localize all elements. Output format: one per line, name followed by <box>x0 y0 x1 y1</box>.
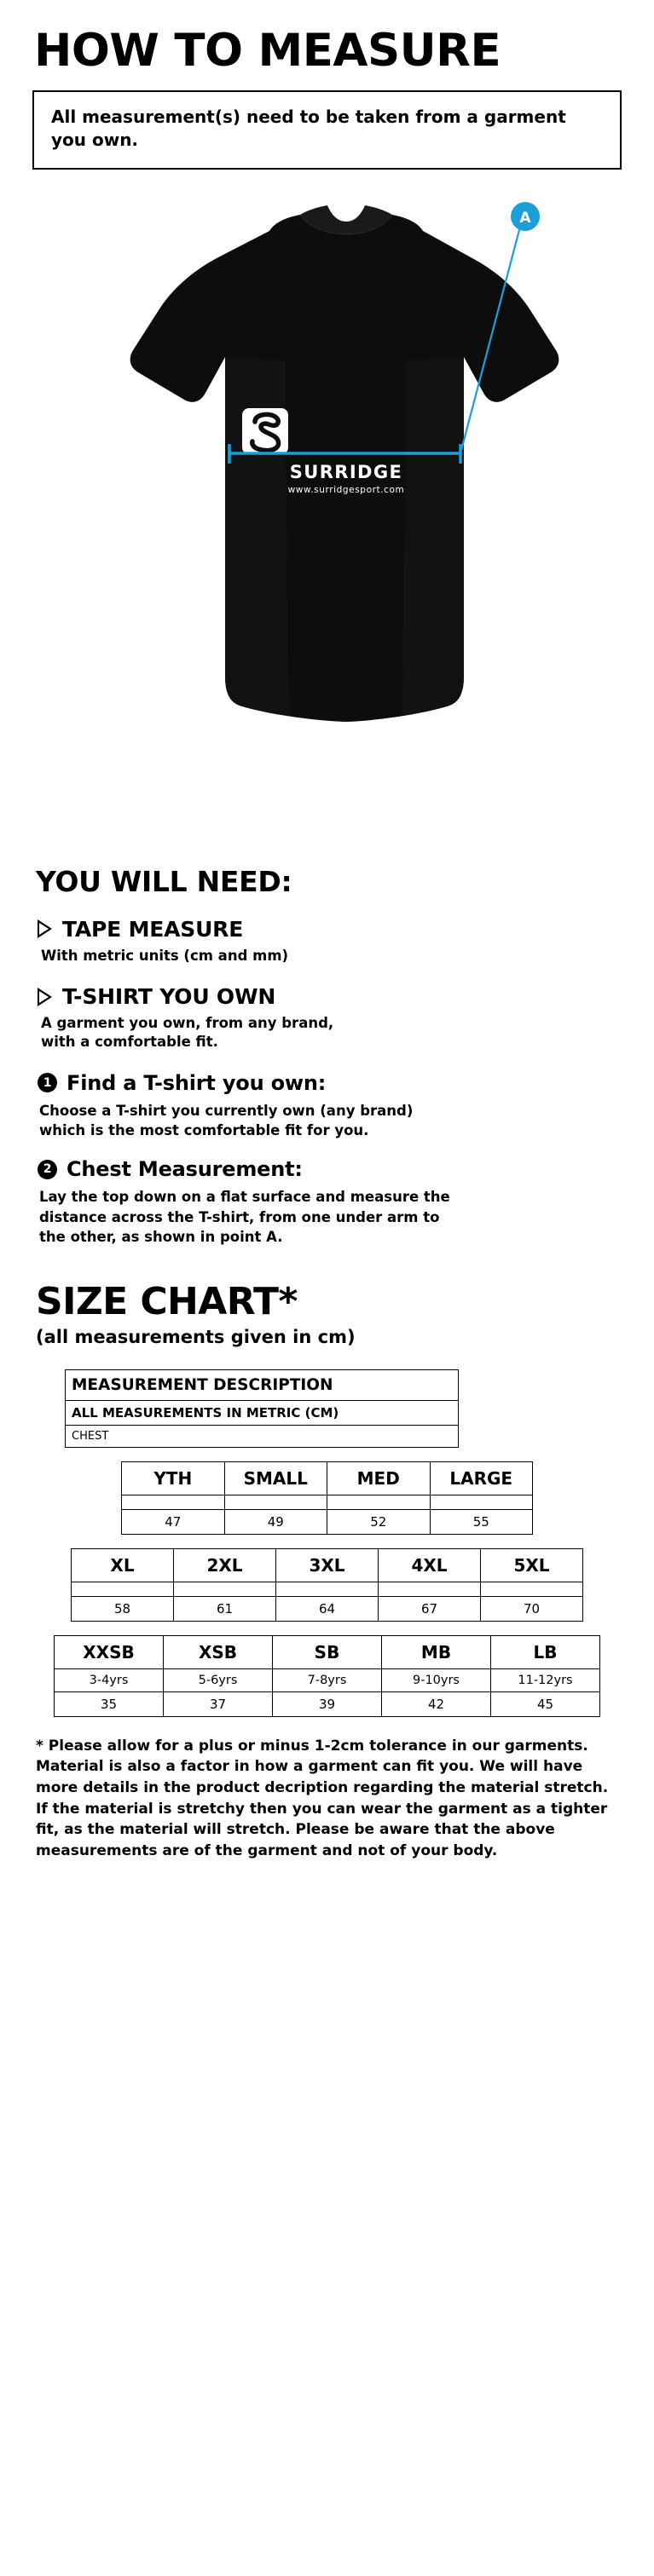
need-item-title: T-SHIRT YOU OWN <box>62 984 276 1010</box>
size-header-cell: YTH <box>122 1461 225 1495</box>
step-number-badge: 1 <box>38 1073 57 1092</box>
tshirt-shading-right <box>402 357 464 716</box>
table-row <box>55 1691 600 1716</box>
table-row <box>122 1461 533 1495</box>
chest-value-cell: 35 <box>55 1691 164 1716</box>
chest-value-cell: 70 <box>481 1596 583 1621</box>
need-item-sub: A garment you own, from any brand, with a comfortable fit. <box>41 1015 334 1051</box>
chest-value-cell: 58 <box>72 1596 174 1621</box>
size-header-cell: XSB <box>164 1635 273 1668</box>
size-header-cell: MED <box>327 1461 431 1495</box>
size-chart-heading: SIZE CHART* <box>36 1279 298 1323</box>
callout-a-badge <box>511 202 540 231</box>
size-table-adult-1 <box>121 1461 533 1535</box>
step-chest-measurement <box>38 1157 622 1247</box>
size-header-cell: MB <box>382 1635 491 1668</box>
size-header-cell: XL <box>72 1548 174 1582</box>
need-item-title: TAPE MEASURE <box>62 916 244 942</box>
size-header-cell: LARGE <box>430 1461 533 1495</box>
size-header-cell: XXSB <box>55 1635 164 1668</box>
size-header-cell: 5XL <box>481 1548 583 1582</box>
need-item-tape-measure <box>38 917 622 965</box>
step-find-tshirt <box>38 1071 622 1141</box>
size-header-cell: 3XL <box>276 1548 379 1582</box>
chest-value-cell: 64 <box>276 1596 379 1621</box>
chest-value-cell: 42 <box>382 1691 491 1716</box>
size-header-cell: 2XL <box>174 1548 276 1582</box>
svg-text:A: A <box>518 209 531 227</box>
need-item-tshirt-you-own <box>38 984 622 1052</box>
chest-value-cell: 37 <box>164 1691 273 1716</box>
triangle-bullet-icon <box>38 988 52 1006</box>
measurement-notice-box <box>32 90 622 170</box>
table-row <box>66 1425 459 1447</box>
table-row <box>122 1495 533 1509</box>
measurement-notice-text: All measurement(s) need to be taken from a garment you own. <box>51 106 566 151</box>
chest-value-cell: 45 <box>491 1691 600 1716</box>
you-will-need-heading: YOU WILL NEED: <box>36 864 292 898</box>
tshirt-diagram <box>72 199 583 829</box>
measurement-description-table <box>65 1369 459 1448</box>
table-row <box>66 1369 459 1400</box>
age-range-cell: 7-8yrs <box>273 1668 382 1691</box>
measurement-description-title: MEASUREMENT DESCRIPTION <box>66 1369 459 1400</box>
chest-value-cell: 67 <box>379 1596 481 1621</box>
table-row <box>72 1548 583 1582</box>
step-title: Chest Measurement: <box>67 1157 303 1182</box>
page-title: HOW TO MEASURE <box>34 25 501 77</box>
chest-value-cell: 49 <box>224 1509 327 1534</box>
size-chart-subheading: (all measurements given in cm) <box>36 1326 356 1347</box>
triangle-bullet-icon <box>38 919 52 938</box>
table-row <box>66 1400 459 1425</box>
surridge-s-logo <box>242 408 288 454</box>
chest-value-cell: 61 <box>174 1596 276 1621</box>
measurement-units-note: ALL MEASUREMENTS IN METRIC (CM) <box>66 1400 459 1425</box>
age-range-cell: 3-4yrs <box>55 1668 164 1691</box>
step-title: Find a T-shirt you own: <box>67 1070 327 1095</box>
chest-value-cell: 52 <box>327 1509 431 1534</box>
measurement-type-chest: CHEST <box>66 1425 459 1447</box>
table-row <box>72 1596 583 1621</box>
table-row <box>72 1582 583 1596</box>
size-header-cell: LB <box>491 1635 600 1668</box>
age-range-cell: 9-10yrs <box>382 1668 491 1691</box>
table-row <box>55 1635 600 1668</box>
age-range-cell: 11-12yrs <box>491 1668 600 1691</box>
size-header-cell: SMALL <box>224 1461 327 1495</box>
garment-illustration <box>32 199 622 846</box>
size-table-adult-2 <box>71 1548 583 1622</box>
brand-wordmark: SURRIDGE <box>289 461 402 482</box>
table-row <box>55 1668 600 1691</box>
size-table-junior <box>54 1635 600 1717</box>
brand-url: www.surridgesport.com <box>287 484 404 495</box>
tolerance-footnote: * Please allow for a plus or minus 1-2cm tolerance in our garments. Material is also a factor in how a garment can fit you. We will have more details in the product decription regarding the material stretch. If the material is stretchy then you can wear the garment as a tighter fit, as the material will stretch. Please be aware that the above measurements are of the garment and not of your body. <box>36 1737 609 1859</box>
chest-value-cell: 55 <box>430 1509 533 1534</box>
age-range-cell: 5-6yrs <box>164 1668 273 1691</box>
size-header-cell: SB <box>273 1635 382 1668</box>
size-header-cell: 4XL <box>379 1548 481 1582</box>
chest-value-cell: 39 <box>273 1691 382 1716</box>
step-number-badge: 2 <box>38 1160 57 1179</box>
step-body: Choose a T-shirt you currently own (any brand) which is the most comfortable fit for you. <box>39 1102 414 1139</box>
chest-value-cell: 47 <box>122 1509 225 1534</box>
table-row <box>122 1509 533 1534</box>
need-item-sub: With metric units (cm and mm) <box>41 947 289 964</box>
step-body: Lay the top down on a flat surface and measure the distance across the T-shirt, from one under arm to the other, as shown in point A. <box>39 1189 450 1246</box>
